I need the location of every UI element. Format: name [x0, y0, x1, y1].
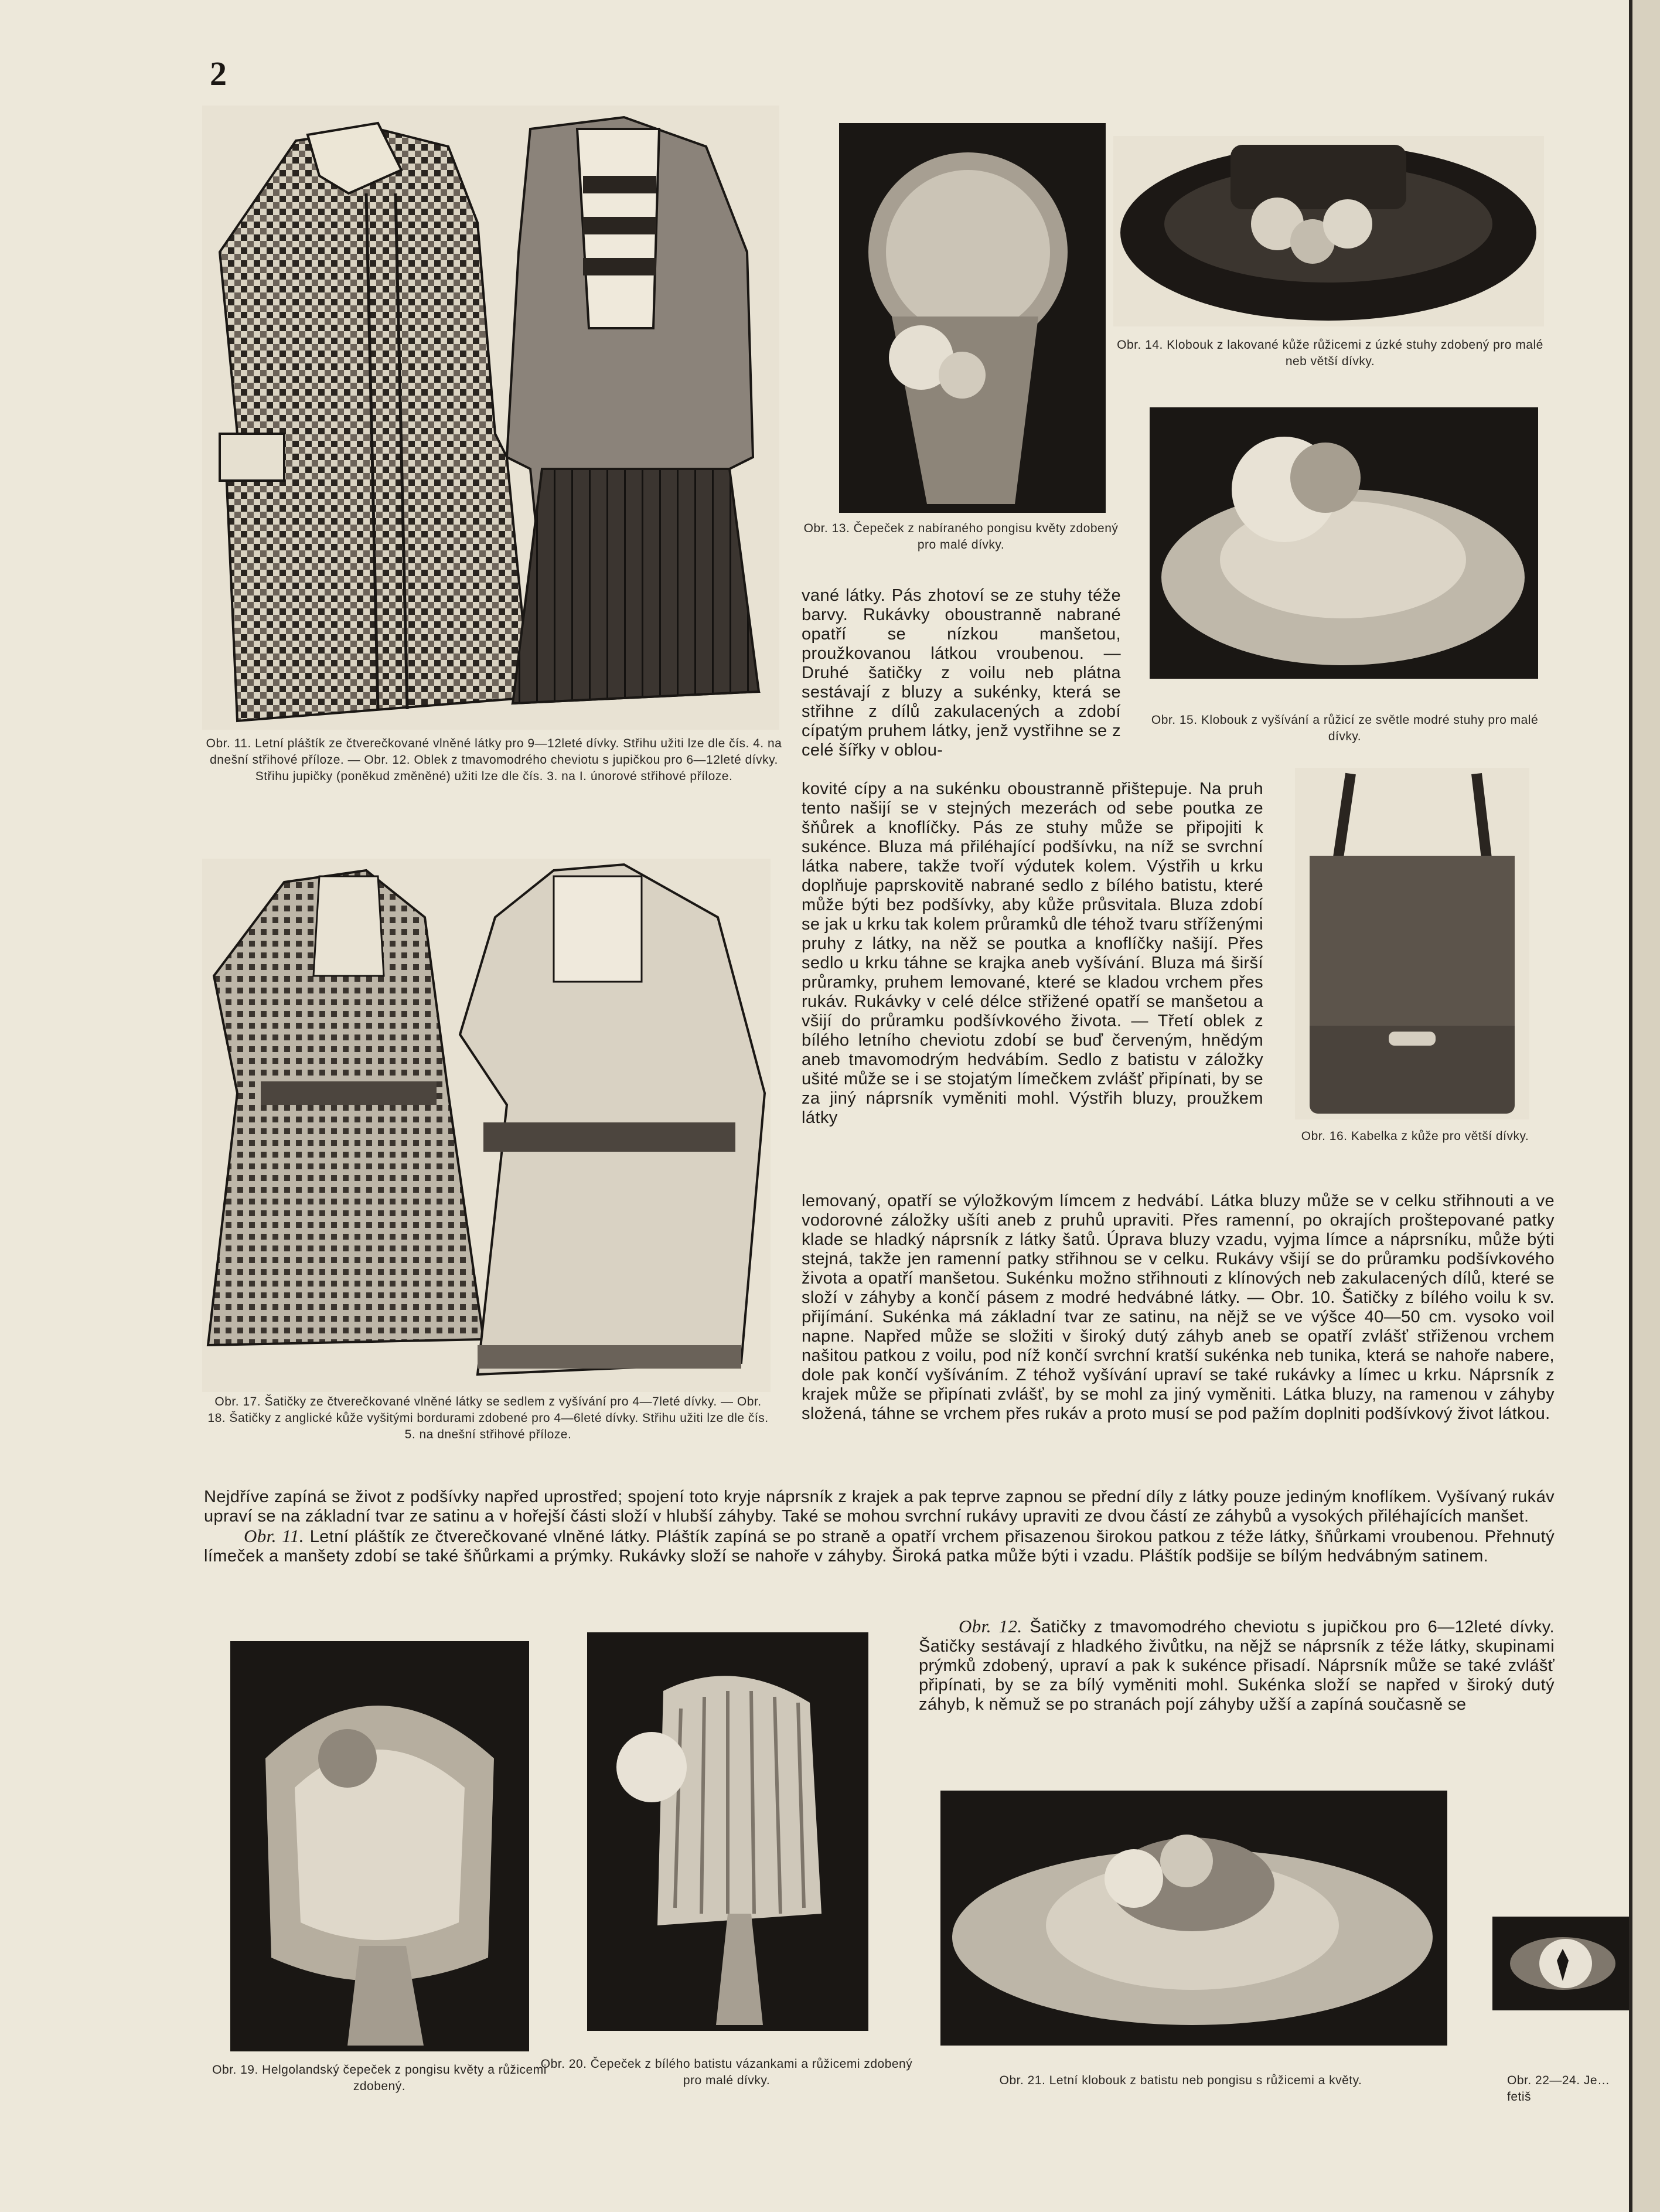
batiste-bonnet-photo [587, 1632, 868, 2031]
jewelry-photo [1492, 1917, 1636, 2010]
article-obr12-column [919, 1617, 1555, 1714]
article-full-width [204, 1488, 1555, 1566]
article-paragraph: kovité cípy a na sukénku oboustranně přištepuje. Na pruh tento našijí se v stejných mezerách od sebe poutka ze šňůrek a knoflíčky. Pás ze stuhy může se připojiti k sukénce. Bluza má přiléhající podšívku, na níž se svrchní látka nabere, takže tvoří výdutek kolem. Výstřih u krku doplňuje paprskovitě nabrané sedlo z bílého batistu, které může býti bez podšívky, aby kůže průsvitala. Bluza zdobí se jak u krku tak kolem průramků dle téhož tvaru stříženými pruhy z látky, na něž se poutka a knoflíčky našijí. Přes sedlo u krku táhne se krajka aneb vyšívání. Bluza má širší průramky, pruhem lemované, které se kladou vrchem přes rukáv. Rukávky v celé délce střižené opatří se manšetou a všijí do průramku podšívkového života. — Třetí oblek z bílého letního cheviotu zdobí se buď červeným, hnědým aneb tmavomodrým hedvábím. Sedlo z batistu v záložky ušité může se i se stojatým límečkem zvlášť připínati, by se za jiný náprsník vyměniti mohl. Výstřih bluzy, proužkem látky [802, 780, 1263, 1127]
bonnet-photo [839, 123, 1106, 513]
article-obr11 [204, 1526, 1555, 1566]
page-binding-edge [1629, 0, 1660, 2212]
obr11-text: Letní pláštík ze čtverečkované vlněné látky. Pláštík zapíná se po straně a opatří vrchem přisazenou širokou patkou z téže látky, šňůrkami vroubenou. Přehnutý límeček a manšety zdobí se také šňůrkami a prýmky. Rukávky složí se nahoře v záhyby. Široká patka může býti i vzadu. Pláštík podšije se bílým hedvábným satinem. [204, 1527, 1555, 1566]
children-coats-illustration [202, 106, 779, 730]
article-column-mid-top [802, 586, 1121, 760]
caption-fig16: Obr. 16. Kabelka z kůže pro větší dívky. [1301, 1129, 1529, 1143]
caption-fig17-18: Obr. 17. Šatičky ze čtverečkované vlněné látky se sedlem z vyšívání pro 4—7leté dívky. — Obr. 18. Šatičky z anglické kůže vyšitými bordurami zdobené pro 4—6leté dívky. Střihu užiti lze dle čís. 5. na dnešní střihové příloze. [207, 1395, 769, 1441]
article-paragraph: Nejdříve zapíná se život z podšívky napřed uprostřed; spojení toto kryje náprsník z krajek a pak teprve zapnou se přední díly z látky pouze jediným knoflíkem. Vyšívaný rukáv upraví se na základní tvar ze satinu a v hořejší části složí v hlubší záhyby. Také se mohou svrchní rukávy upraviti ze dvou částí ze záhybů a vysokých přiléhajících manšet. [204, 1488, 1555, 1526]
helgoland-bonnet-photo [230, 1641, 529, 2051]
caption-fig14: Obr. 14. Klobouk z lakované kůže růžicemi z úzké stuhy zdobený pro malé neb větší dívky. [1117, 338, 1543, 368]
summer-hat-photo [940, 1791, 1447, 2046]
caption-fig11-12: Obr. 11. Letní pláštík ze čtverečkované vlněné látky pro 9—12leté dívky. Střihu užiti lze dle čís. 4. na dnešní střihové příloze. — Obr. 12. Oblek z tmavomodrého cheviotu s jupičkou pro 6—12leté dívky. Střihu jupičky (poněkud změněné) užiti lze dle čís. 3. na I. únorové střihové příloze. [206, 737, 782, 783]
patent-hat-photo [1113, 136, 1544, 326]
caption-fig13: Obr. 13. Čepeček z nabíraného pongisu květy zdobený pro malé dívky. [803, 522, 1119, 552]
caption-fig21: Obr. 21. Letní klobouk z batistu neb pongisu s růžicemi a květy. [999, 2074, 1362, 2087]
article-column-wide [802, 1192, 1555, 1424]
caption-fig15: Obr. 15. Klobouk z vyšívání a růžicí ze světle modré stuhy pro malé dívky. [1151, 713, 1539, 743]
children-dresses-illustration [202, 859, 771, 1392]
page-number: 2 [210, 55, 227, 93]
obr12-text: Šatičky z tmavomodrého cheviotu s jupičkou pro 6—12leté dívky. Šatičky sestávají z hladkého živůtku, na nějž se náprsník z téže látky, skupinami prýmků zdobený, upraví a pak k sukénce přisadí. Náprsník může se také zvlášť připínati, by se za bílý vyměniti mohl. Sukénka složí se napřed v široký dutý záhyb, k němuž se po stranách pojí záhyby užší a zapíná současně se [919, 1618, 1555, 1714]
caption-fig20: Obr. 20. Čepeček z bílého batistu vázankami a růžicemi zdobený pro malé dívky. [540, 2057, 913, 2087]
obr12-label: Obr. 12. [959, 1616, 1022, 1636]
article-obr12 [919, 1617, 1555, 1714]
article-column-mid-cont [802, 780, 1263, 1128]
embroidered-hat-photo [1150, 407, 1538, 679]
caption-fig19: Obr. 19. Helgolandský čepeček z pongisu květy a růžicemi zdobený. [212, 2063, 547, 2093]
caption-fig22-24: Obr. 22—24. Je… fetiš [1507, 2074, 1610, 2104]
obr11-label: Obr. 11. [244, 1526, 304, 1546]
leather-handbag-photo [1295, 768, 1529, 1119]
article-paragraph: vané látky. Pás zhotoví se ze stuhy téže barvy. Rukávky oboustranně nabrané opatří se nízkou manšetou, proužkovanou látkou vroubenou. — Druhé šatičky z voilu neb plátna sestávají z bluzy a sukénky, která se střihne z dílů zakulacených a zdobí cípatým pruhem látky, jenž vystřihne se z celé šířky v oblou- [802, 586, 1121, 760]
article-paragraph: lemovaný, opatří se výložkovým límcem z hedvábí. Látka bluzy může se v celku střihnouti a ve vodorovné záložky ušíti aneb z pruhů upraviti. Přes ramenní, po okrajích proštepované patky klade se hladký náprsník z látky šatů. Úprava bluzy vzadu, vyjma límce a náprsníku, může býti stejná, takže jen ramenní patky střihnou se v celku. Rukávy všijí se do průramku podšívkového života a opatří manšetou. Sukénku možno střihnouti z klínových neb zakulacených dílů, které se složí v záhyby a končí pásem z modré hedvábné látky. — Obr. 10. Šatičky z bílého voilu k sv. přijímání. Sukénka má základní tvar ze satinu, na nějž se ve výšce 40—50 cm. vysoko voil napne. Napřed může se složiti v široký dutý záhyb aneb se opatří zvlášť střiženou vrchem našitou patkou z voilu, pod níž končí svrchní kratší sukénka neb tunika, která se nahoře nabere, dole pak končí vyšíváním. Z téhož vyšívání upraví se také rukávky a límec u krku. Náprsník z krajek může se připínati zvlášť, by se mohl za jiný vyměniti. Látka bluzy, na ramenou v záhyby složená, táhne se vrchem přes rukáv a proto musí se pod pažím doplniti podšívkový život látkou. [802, 1192, 1555, 1423]
